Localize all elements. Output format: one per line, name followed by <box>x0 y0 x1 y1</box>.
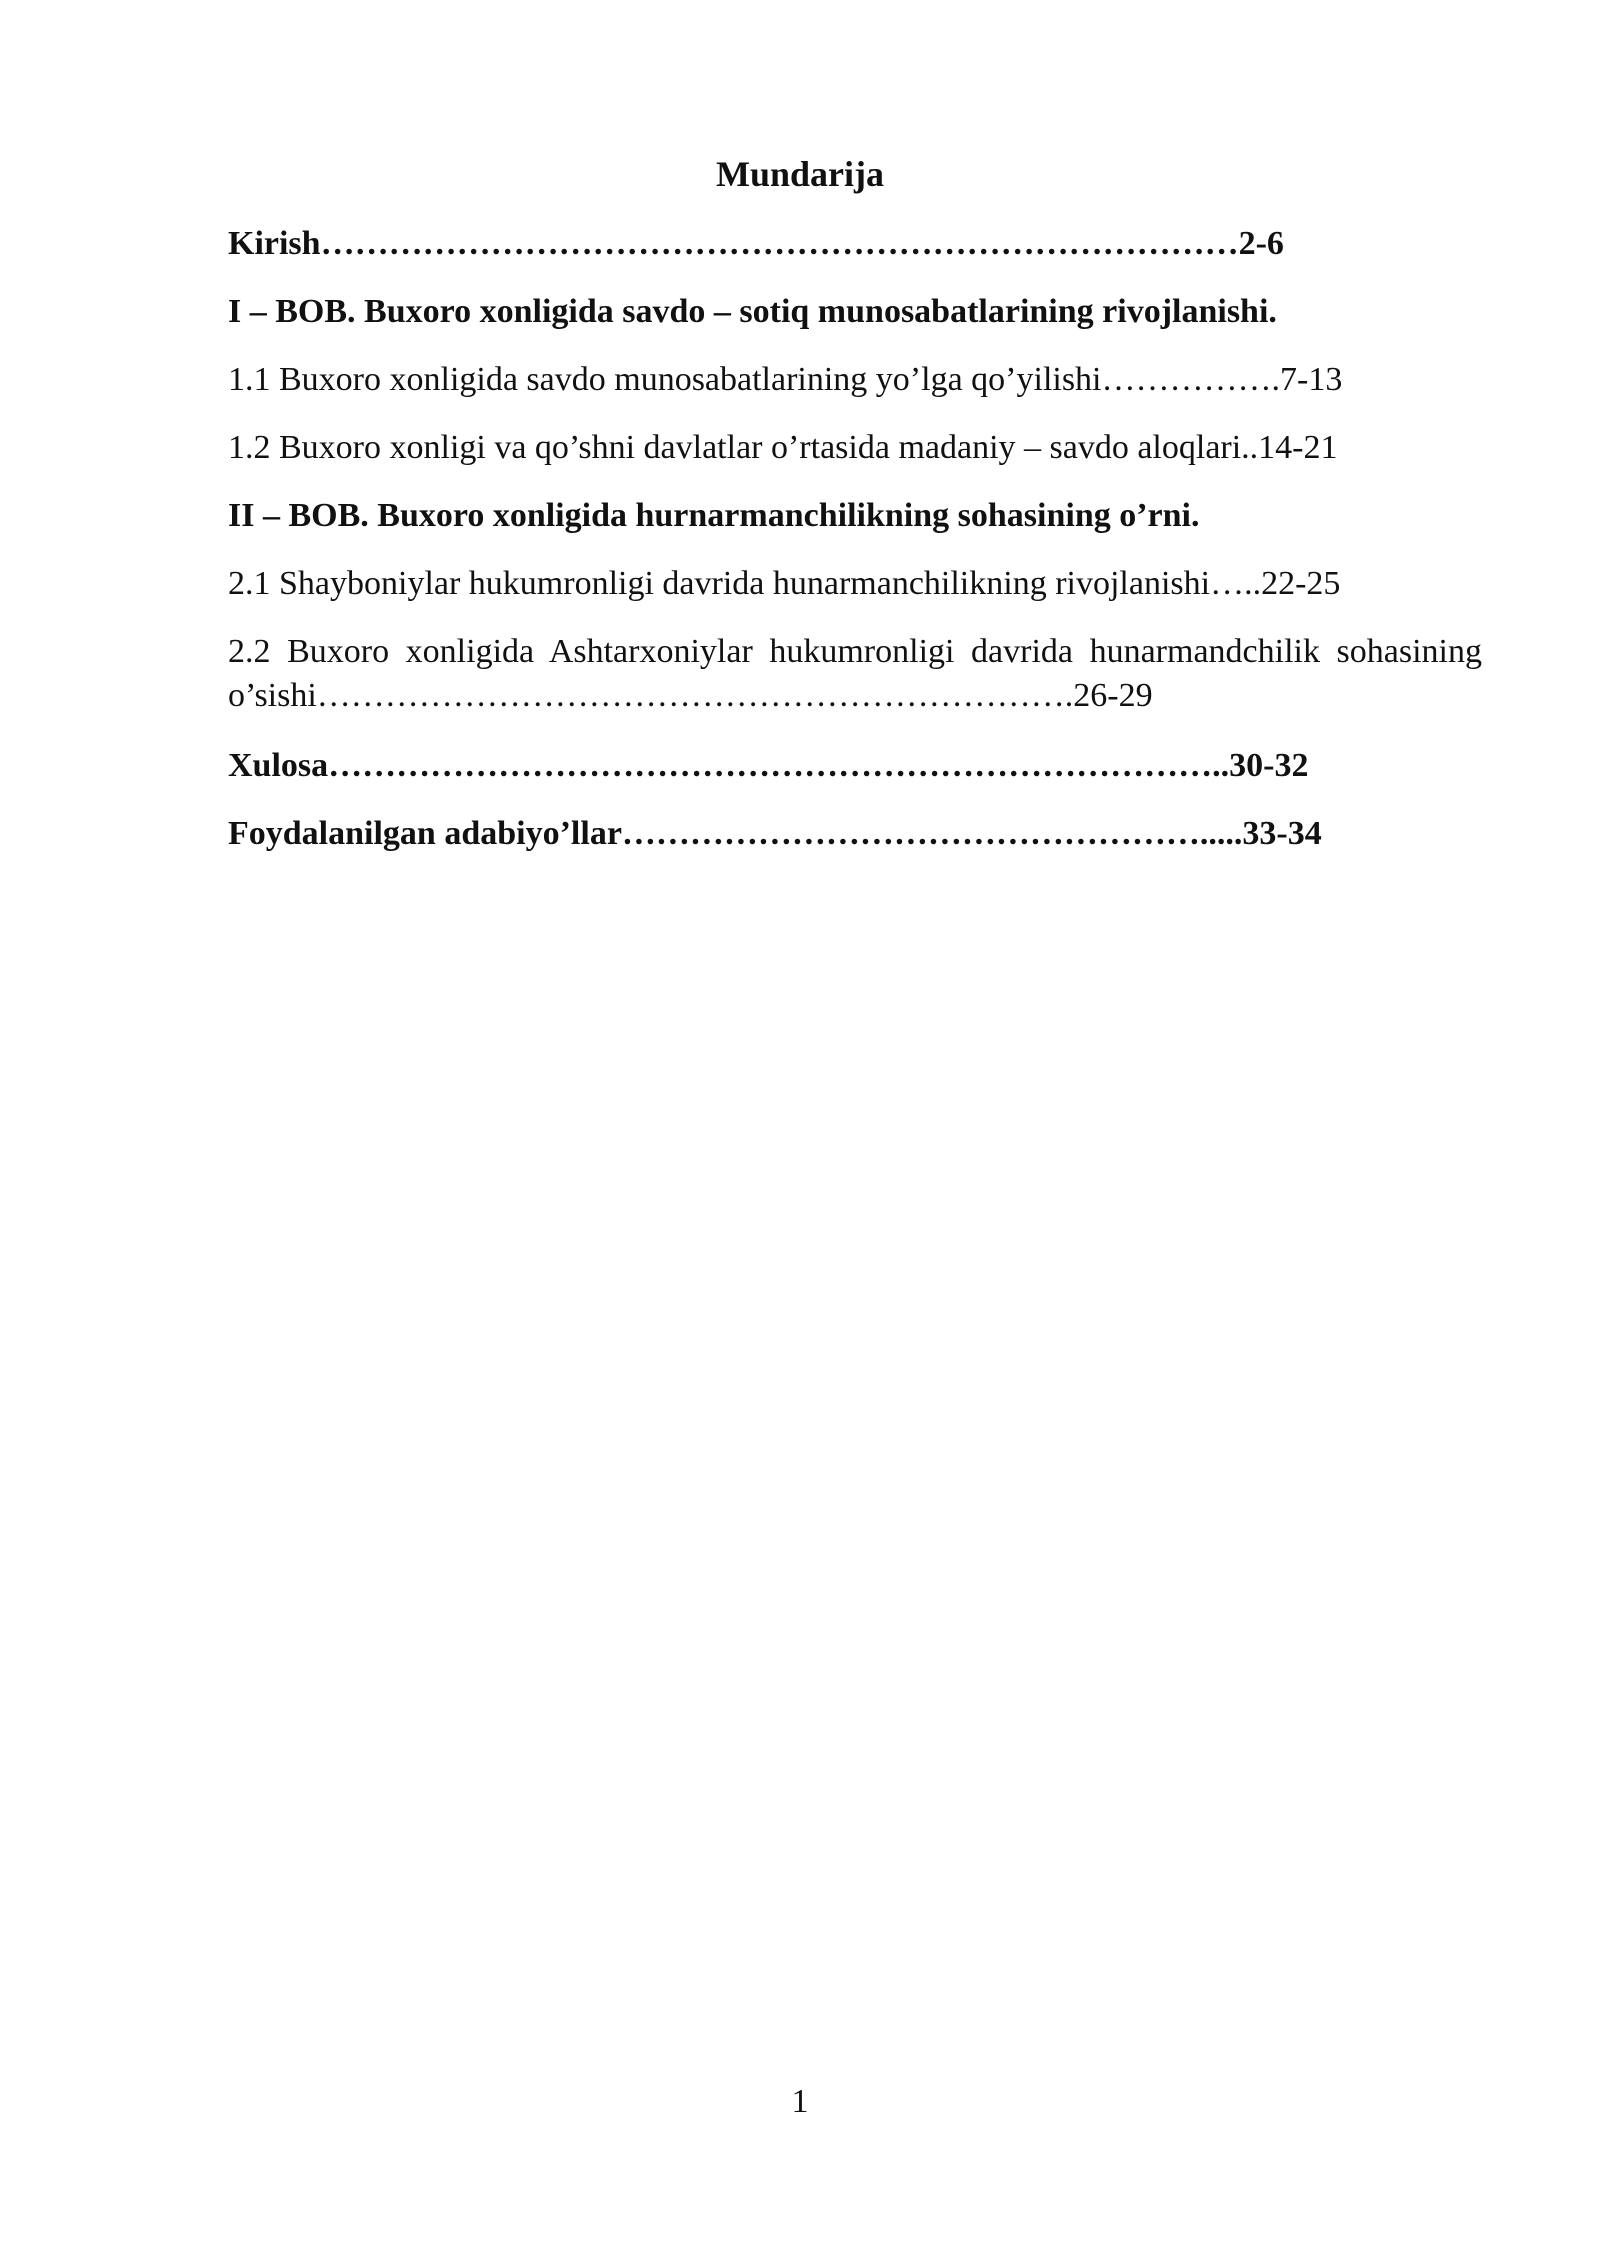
toc-section-1-1: 1.1 Buxoro xonligida savdo munosabatlarining yo’lga qo’yilishi…………….7-13 <box>228 361 1343 398</box>
page-title: Mundarija <box>715 154 884 194</box>
toc-section-2-2: 2.2 Buxoro xonligida Ashtarxoniylar hukumronligi davrida hunarmandchilik sohasining o’sishi………………………………………………………….26-29 <box>228 633 1482 714</box>
toc-chapter-2-heading: II – BOB. Buxoro xonligida hurnarmanchilikning sohasining o’rni. <box>228 497 1200 534</box>
toc-section-1-2: 1.2 Buxoro xonligi va qo’shni davlatlar o’rtasida madaniy – savdo aloqlari..14-21 <box>228 429 1338 466</box>
toc-entry-introduction: Kirish………………………………………………………………………2-6 <box>228 225 1284 262</box>
toc-entry-references: Foydalanilgan adabiyo’llar…………………………………………….....33-34 <box>228 815 1322 852</box>
page-number: 1 <box>791 2083 809 2120</box>
toc-entry-conclusion: Xulosa……………………………………………………………………..30-32 <box>228 747 1309 784</box>
toc-section-2-1: 2.1 Shayboniylar hukumronligi davrida hunarmanchilikning rivojlanishi…..22-25 <box>228 565 1341 602</box>
toc-chapter-1-heading: I – BOB. Buxoro xonligida savdo – sotiq munosabatlarining rivojlanishi. <box>228 293 1277 330</box>
